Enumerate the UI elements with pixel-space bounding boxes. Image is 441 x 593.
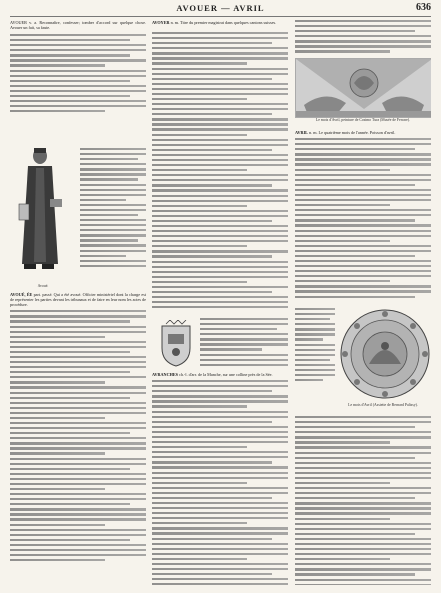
col1-entry-label: AVOUÉ, ÉE [10, 292, 33, 297]
col2-entry-label: AVOYER [152, 20, 170, 25]
col2-entry-label-2: AVRANCHES [152, 372, 178, 377]
col1-entry-text: part. passé. Qui a été avoué. Officier ministériel dont la charge est de représenter les parties devant les tribunaux et de faire en leur nom les actes de procédure. [10, 292, 146, 308]
column-1 [10, 20, 146, 585]
cosimo-tura-caption: Le mois d'Avril, peinture de Cosimo Tura (Musée de Ferrare). [315, 118, 411, 122]
col2-text-block [152, 32, 288, 311]
page-number: 636 [416, 2, 431, 13]
avoue-figure [14, 144, 72, 282]
col3-text-top [295, 20, 431, 56]
col3-wrap-text [295, 308, 335, 384]
col2-text-lower [152, 372, 288, 585]
col3-entry-label: AVRIL [295, 130, 308, 135]
header-rule [10, 16, 431, 17]
col3-text-lower [295, 416, 431, 585]
page-header [10, 3, 431, 15]
coat-of-arms-icon [156, 320, 196, 368]
palissy-plate-illustration [339, 308, 431, 400]
col3-text-mid [295, 130, 431, 301]
palissy-plate-figure [339, 308, 431, 400]
col1-text-block [10, 34, 146, 115]
col3-entry-text: n. m. Le quatrième mois de l'année. Poisson d'avril. [309, 130, 396, 135]
coat-of-arms-figure [156, 320, 196, 368]
running-head: AVOUER — AVRIL [176, 3, 265, 13]
col2-entry-text: n. m. Titre du premier magistrat dans quelques cantons suisses. [170, 20, 277, 25]
col1-text-lower [10, 292, 146, 564]
avoue-illustration [14, 144, 72, 282]
col2-entry-avoyer [152, 20, 288, 25]
col1-intro: AVOUER v. a. Reconnaître, confesser; tomber d'accord sur quelque chose. Avouer un fait, sa faute. [10, 20, 146, 31]
palissy-plate-caption: Le mois d'Avril (Assiette de Bernard Palissy). [348, 403, 418, 407]
col3-entry-avril [295, 130, 431, 135]
cosimo-tura-painting [295, 58, 431, 118]
col1-entry-avoue [10, 292, 146, 307]
col2-entry-avranches [152, 372, 288, 377]
col2-entry-text-2: ch.-l. d'arr. de la Manche, sur une colline près de la Sée. [179, 372, 273, 377]
painting-illustration [296, 59, 431, 117]
avoue-caption: Avoué. [37, 284, 49, 288]
column-2 [152, 20, 288, 585]
column-3 [295, 20, 431, 585]
col2-wrap-text [200, 318, 288, 369]
col1-wrap-text [80, 148, 146, 270]
